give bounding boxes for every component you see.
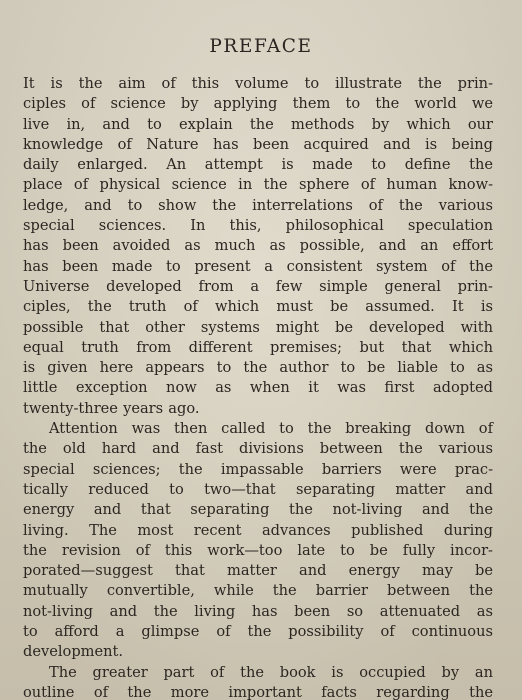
page-title: PREFACE (209, 36, 313, 57)
text-line: Attention was then called to the breaking down of (49, 420, 493, 438)
text-line: has been avoided as much as possible, and an effort (23, 237, 493, 255)
text-line: living. The most recent advances published during (23, 521, 493, 539)
paragraph-1 (23, 74, 493, 419)
text-line: little exception now as when it was first adopted (23, 379, 493, 397)
text-line: The greater part of the book is occupied by an (49, 663, 493, 681)
text-line: live in, and to explain the methods by which our (23, 115, 493, 133)
paragraph-3 (23, 663, 493, 700)
paragraph-2 (23, 419, 493, 663)
preface-body (23, 74, 493, 700)
text-line: mutually convertible, while the barrier between the (23, 582, 493, 600)
text-line: equal truth from different premises; but that which (23, 338, 493, 356)
text-line: energy and that separating the not-living and the (23, 501, 493, 519)
text-line: Universe developed from a few simple general prin- (23, 277, 493, 295)
text-line: outline of the more important facts regarding the (23, 683, 493, 700)
text-line: ledge, and to show the interrelations of the various (23, 196, 493, 214)
text-line: is given here appears to the author to be liable to as (23, 359, 493, 377)
text-line: ciples, the truth of which must be assumed. It is (23, 298, 493, 316)
text-line: the old hard and fast divisions between the various (23, 440, 493, 458)
text-line: tically reduced to two—that separating matter and (23, 480, 493, 498)
text-line: ciples of science by applying them to the world we (23, 95, 493, 113)
text-line: special sciences; the impassable barriers were prac- (23, 460, 493, 478)
text-line: possible that other systems might be developed with (23, 318, 493, 336)
text-line: to afford a glimpse of the possibility of continuous (23, 623, 493, 641)
text-line: the revision of this work—too late to be fully incor- (23, 541, 493, 559)
text-line: not-living and the living has been so attenuated as (23, 602, 493, 620)
text-line: has been made to present a consistent system of the (23, 257, 493, 275)
text-line: daily enlarged. An attempt is made to define the (23, 156, 493, 174)
text-line: knowledge of Nature has been acquired and is being (23, 135, 493, 153)
text-line: place of physical science in the sphere of human know- (23, 176, 493, 194)
text-line: It is the aim of this volume to illustrate the prin- (23, 75, 493, 92)
text-line: porated—suggest that matter and energy may be (23, 562, 493, 580)
text-line: development. (23, 643, 124, 661)
text-line: special sciences. In this, philosophical speculation (23, 217, 493, 235)
text-line: twenty-three years ago. (23, 399, 200, 417)
